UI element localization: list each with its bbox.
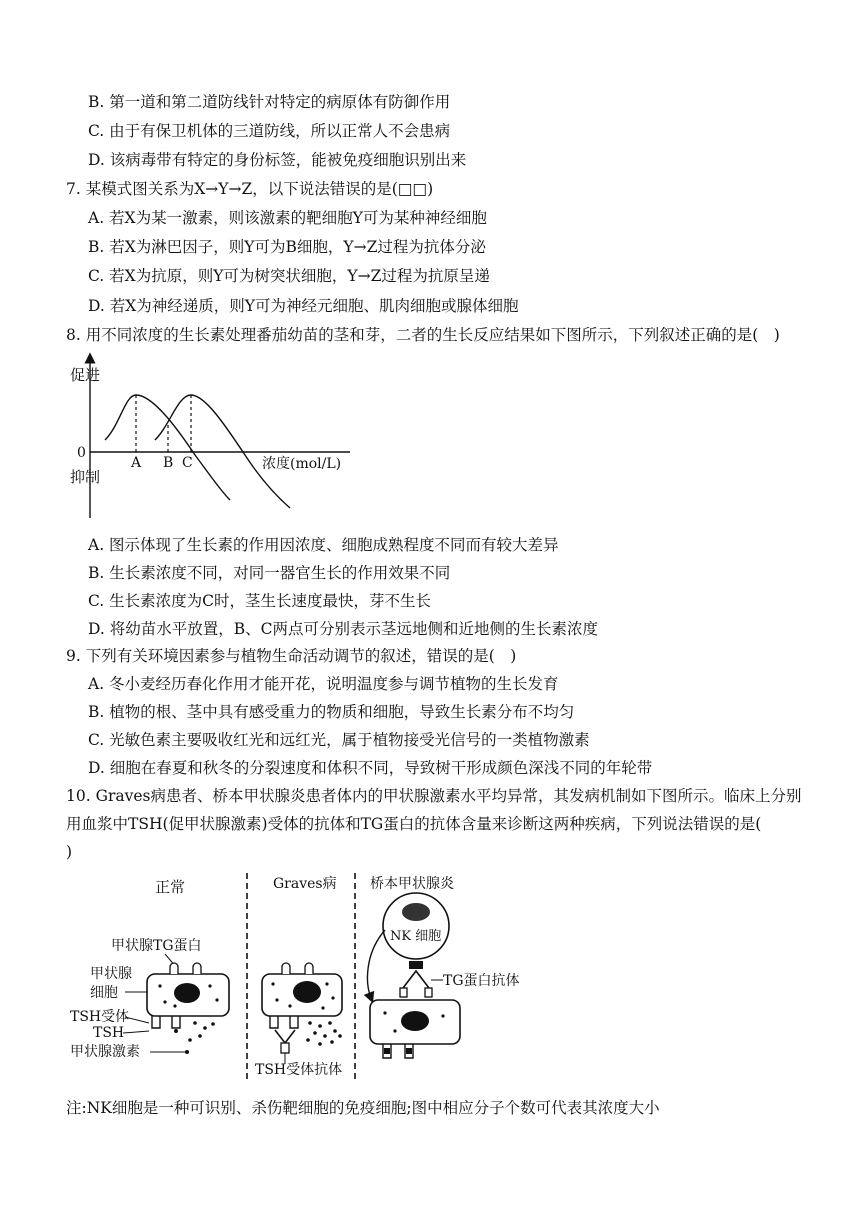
q9-option-a: A. 冬小麦经历春化作用才能开花，说明温度参与调节植物的生长发育 bbox=[88, 675, 559, 693]
label-thyroid-cell-1: 甲状腺 bbox=[90, 966, 132, 982]
q7-option-b: B. 若X为淋巴因子，则Y可为B细胞，Y→Z过程为抗体分泌 bbox=[88, 238, 486, 256]
label-tsh-receptor: TSH受体 bbox=[70, 1009, 130, 1025]
q9-option-b: B. 植物的根、茎中具有感受重力的物质和细胞，导致生长素分布不均匀 bbox=[88, 703, 575, 721]
q8-option-a: A. 图示体现了生长素的作用因浓度、细胞成熟程度不同而有较大差异 bbox=[88, 536, 559, 554]
q8-stem: 8. 用不同浓度的生长素处理番茄幼苗的茎和芽，二者的生长反应结果如下图所示，下列叙述正确的是( ) bbox=[66, 326, 780, 344]
q9-option-d: D. 细胞在春夏和秋冬的分裂速度和体积不同，导致树干形成颜色深浅不同的年轮带 bbox=[88, 759, 653, 777]
diagram-note: 注:NK细胞是一种可识别、杀伤靶细胞的免疫细胞;图中相应分子个数可代表其浓度大小 bbox=[66, 1099, 660, 1117]
q8-option-d: D. 将幼苗水平放置，B、C两点可分别表示茎远地侧和近地侧的生长素浓度 bbox=[88, 620, 598, 638]
curve-bud bbox=[105, 395, 230, 500]
label-thyroid-hormone: 甲状腺激素 bbox=[70, 1044, 140, 1060]
section-graves-title: Graves病 bbox=[273, 876, 337, 892]
y-label-promote-1: 促进 bbox=[70, 366, 101, 384]
q6-option-c: C. 由于有保卫机体的三道防线，所以正常人不会患病 bbox=[88, 122, 451, 140]
growth-response-chart bbox=[60, 350, 360, 525]
y-label-inhibit-1: 抑制 bbox=[70, 468, 101, 486]
q6-option-b: B. 第一道和第二道防线针对特定的病原体有防御作用 bbox=[88, 93, 451, 111]
x-axis-label: 浓度(mol/L) bbox=[262, 456, 342, 472]
zero-label: 0 bbox=[77, 445, 86, 461]
q8-option-b: B. 生长素浓度不同，对同一器官生长的作用效果不同 bbox=[88, 564, 451, 582]
label-tg-protein: 甲状腺TG蛋白 bbox=[111, 938, 202, 954]
q9-option-c: C. 光敏色素主要吸收红光和远红光，属于植物接受光信号的一类植物激素 bbox=[88, 731, 590, 749]
label-tsh-receptor-antibody: TSH受体抗体 bbox=[255, 1062, 343, 1078]
nk-cell bbox=[383, 893, 449, 959]
q7-option-c: C. 若X为抗原，则Y可为树突状细胞，Y→Z过程为抗原呈递 bbox=[88, 267, 490, 285]
marker-a-label: A bbox=[131, 455, 142, 471]
q7-option-a: A. 若X为某一激素，则该激素的靶细胞Y可为某种神经细胞 bbox=[88, 209, 487, 227]
marker-c-label: C bbox=[182, 455, 193, 471]
label-tg-antibody: TG蛋白抗体 bbox=[443, 973, 520, 989]
q6-option-d: D. 该病毒带有特定的身份标签，能被免疫细胞识别出来 bbox=[88, 151, 467, 169]
section-normal-title: 正常 bbox=[155, 878, 186, 896]
q10-stem-line-3: ) bbox=[66, 843, 73, 861]
q8-option-c: C. 生长素浓度为C时，茎生长速度最快，芽不生长 bbox=[88, 592, 432, 610]
label-nk-cell: NK 细胞 bbox=[390, 929, 442, 944]
section-hashimoto-title: 桥本甲状腺炎 bbox=[370, 876, 454, 892]
q7-stem: 7. 某模式图关系为X→Y→Z，以下说法错误的是(□□) bbox=[66, 180, 434, 198]
q7-option-d: D. 若X为神经递质，则Y可为神经元细胞、肌肉细胞或腺体细胞 bbox=[88, 297, 519, 315]
q10-stem-line-2: 用血浆中TSH(促甲状腺激素)受体的抗体和TG蛋白的抗体含量来诊断这两种疾病，下列说法错误的是( bbox=[66, 815, 762, 833]
label-tsh: TSH bbox=[93, 1025, 125, 1041]
label-thyroid-cell-2: 细胞 bbox=[90, 985, 118, 1001]
q9-stem: 9. 下列有关环境因素参与植物生命活动调节的叙述，错误的是( ) bbox=[66, 647, 517, 665]
marker-b-label: B bbox=[163, 455, 174, 471]
thyroid-mechanism-diagram bbox=[65, 868, 525, 1086]
q10-stem-line-1: 10. Graves病患者、桥本甲状腺炎患者体内的甲状腺激素水平均异常，其发病机制如下图所示。临床上分别 bbox=[66, 787, 802, 805]
